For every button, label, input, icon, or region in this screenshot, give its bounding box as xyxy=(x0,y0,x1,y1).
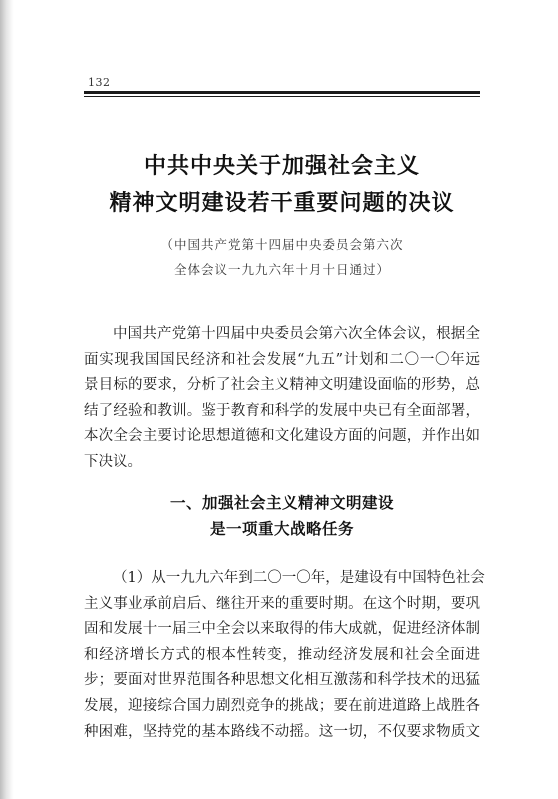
header-rule-thin xyxy=(84,96,480,97)
section-heading-line-1: 一、加强社会主义精神文明建设 xyxy=(169,494,394,512)
intro-line: 结了经验和教训。鉴于教育和科学的发展中央已有全面部署， xyxy=(84,402,480,419)
title-line-1: 中共中央关于加强社会主义 xyxy=(143,154,420,179)
para-line: 种困难，坚持党的基本路线不动摇。这一切，不仅要求物质文 xyxy=(84,723,480,740)
para-line: 发展，迎接综合国力剧烈竞争的挑战；要在前进道路上战胜各 xyxy=(84,697,480,714)
subtitle-line-2: 全体会议一九九六年十月十日通过） xyxy=(173,262,390,277)
header-rule-thick xyxy=(84,91,480,94)
page-number: 132 xyxy=(88,76,111,89)
para-line: 步；要面对世界范围各种思想文化相互激荡和科学技术的迅猛 xyxy=(84,672,480,689)
intro-line: 本次全会主要讨论思想道德和文化建设方面的问题，并作出如 xyxy=(84,428,480,445)
section-heading xyxy=(84,490,480,542)
section-heading-line-2: 是一项重大战略任务 xyxy=(209,520,354,538)
document-subtitle xyxy=(84,232,480,282)
para-line: 和经济增长方式的根本性转变，推动经济发展和社会全面进 xyxy=(84,646,480,663)
paragraph-1 xyxy=(84,566,485,745)
page-edge-shadow xyxy=(0,0,14,799)
intro-line: 下决议。 xyxy=(84,453,142,470)
intro-line: 面实现我国国民经济和社会发展“九五”计划和二〇一〇年远 xyxy=(84,351,480,368)
para-line: 固和发展十一届三中全会以来取得的伟大成就，促进经济体制 xyxy=(84,621,480,638)
para-line: 主义事业承前启后、继往开来的重要时期。在这个时期，要巩 xyxy=(84,595,480,612)
para-line: （1）从一九九六年到二〇一〇年，是建设有中国特色社会 xyxy=(113,570,485,586)
document-title xyxy=(84,148,480,222)
intro-paragraph xyxy=(84,322,480,476)
intro-line: 景目标的要求，分析了社会主义精神文明建设面临的形势，总 xyxy=(84,377,480,394)
intro-line: 中国共产党第十四届中央委员会第六次全体会议，根据全 xyxy=(113,326,480,342)
title-line-2: 精神文明建设若干重要问题的决议 xyxy=(109,191,455,216)
subtitle-line-1: （中国共产党第十四届中央委员会第六次 xyxy=(160,237,404,252)
